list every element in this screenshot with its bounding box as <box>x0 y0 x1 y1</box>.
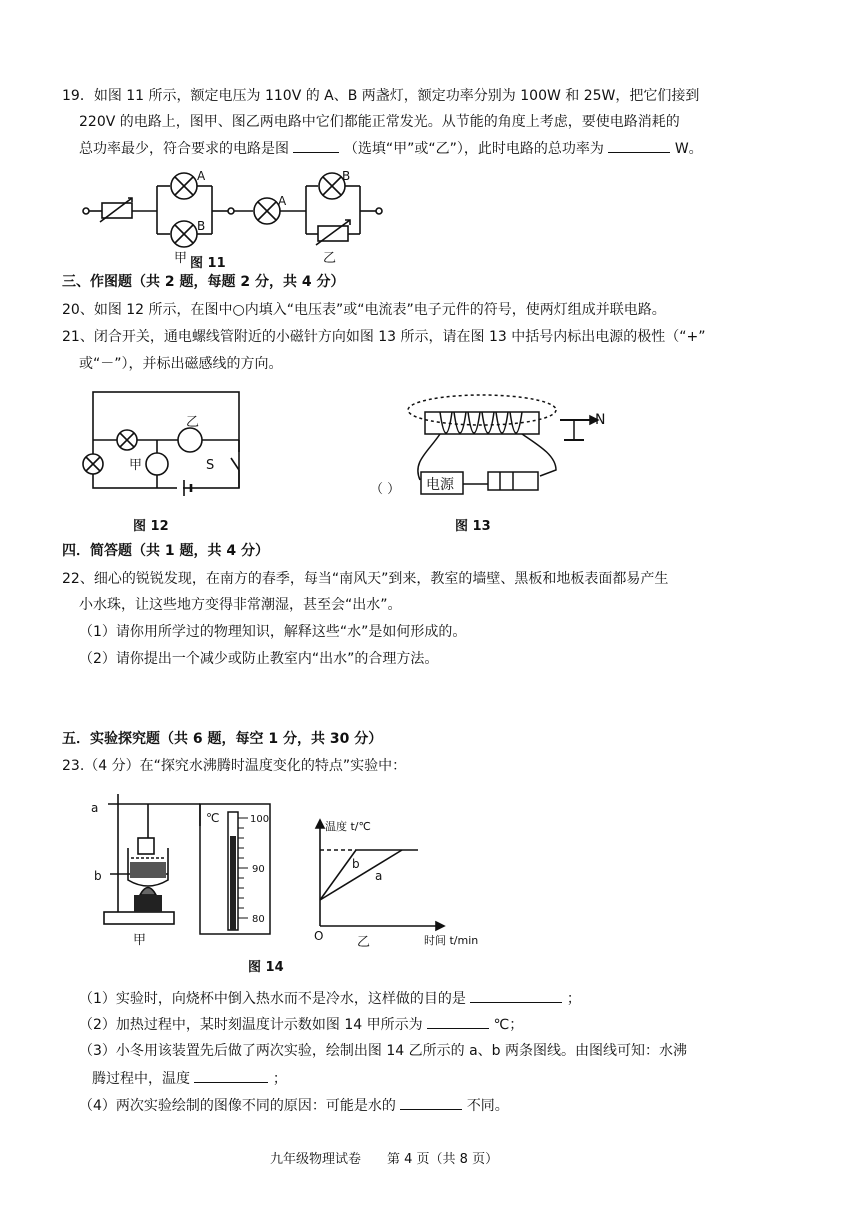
fig11-label-a-yi: A <box>278 194 287 208</box>
figure-12-circuit-diagram <box>83 392 239 496</box>
graph-label-a: a <box>375 869 383 883</box>
thermometer-unit: ℃ <box>206 811 220 825</box>
thermometer-tick-90: 90 <box>252 864 265 875</box>
q23-sub1 <box>79 988 581 1009</box>
fig14-label-jia: 甲 <box>133 933 147 948</box>
q23-blank-1[interactable] <box>470 988 562 1003</box>
fig11-label-b-jia: B <box>197 219 206 233</box>
q23-blank-3[interactable] <box>194 1068 268 1083</box>
graph-ylabel: 温度 t/℃ <box>325 820 371 833</box>
graph-label-b: b <box>352 857 360 871</box>
fig11-caption: 图 11 <box>190 256 226 271</box>
figure-11-circuit-diagram <box>83 173 382 247</box>
fig11-label-a-jia: A <box>197 169 206 183</box>
fig13-power-source-label: 电源 <box>426 477 454 493</box>
fig13-caption: 图 13 <box>455 519 491 534</box>
fig12-label-yi: 乙 <box>186 415 200 430</box>
page-footer: 九年级物理试卷 第 4 页（共 8 页） <box>270 1152 499 1167</box>
thermometer-tick-100: 100 <box>250 814 270 825</box>
graph-line-b <box>320 850 356 900</box>
q22-line1: 22、细心的锐锐发现，在南方的春季，每当“南风天”到来，教室的墙壁、黑板和地板表面都易产生 <box>62 571 669 587</box>
q23-sub3-text: 腾过程中，温度 <box>92 1071 190 1087</box>
section-4-heading: 四．简答题（共 1 题，共 4 分） <box>62 543 269 559</box>
section-5-heading: 五．实验探究题（共 6 题，每空 1 分，共 30 分） <box>62 731 383 747</box>
fig11-label-b-yi: B <box>342 169 351 183</box>
fig14-apparatus-label-b: b <box>94 869 102 883</box>
q23-blank-2[interactable] <box>427 1014 489 1029</box>
graph-origin: O <box>314 929 324 943</box>
fig12-caption: 图 12 <box>133 519 169 534</box>
q23-sub2-end: ℃； <box>493 1017 524 1033</box>
q20-text: 20、如图 12 所示，在图中○内填入“电压表”或“电流表”电子元件的符号，使两灯组成并联电路。 <box>62 302 666 318</box>
fig12-label-s: S <box>206 458 215 473</box>
q19-line1: 19．如图 11 所示，额定电压为 110V 的 A、B 两盏灯，额定功率分别为 100W 和 25W，把它们接到 <box>62 88 700 104</box>
graph-line-a <box>320 850 402 900</box>
graph-xlabel: 时间 t/min <box>424 934 479 947</box>
q23-sub4-text: （4）两次实验绘制的图像不同的原因：可能是水的 <box>79 1098 396 1114</box>
thermometer-tick-80: 80 <box>252 914 265 925</box>
q22-sub2: （2）请你提出一个减少或防止教室内“出水”的合理方法。 <box>79 651 439 667</box>
section-3-heading: 三、作图题（共 2 题，每题 2 分，共 4 分） <box>62 274 345 290</box>
q19-line3-text-a: 总功率最少，符合要求的电路是图 <box>79 141 289 157</box>
fig13-label-n: N <box>595 412 606 428</box>
fig11-label-jia: 甲 <box>174 251 188 266</box>
q19-line2: 220V 的电路上，图甲、图乙两电路中它们都能正常发光。从节能的角度上考虑，要使电路消耗的 <box>79 114 680 130</box>
fig14-caption: 图 14 <box>248 960 284 975</box>
q23-sub3-line2 <box>92 1068 287 1089</box>
q23-blank-4[interactable] <box>400 1095 462 1110</box>
q21-line2: 或“－”），并标出磁感线的方向。 <box>79 356 283 372</box>
q23-sub2-text: （2）加热过程中，某时刻温度计示数如图 14 甲所示为 <box>79 1017 423 1033</box>
fig11-label-yi: 乙 <box>323 251 337 266</box>
q22-sub1: （1）请你用所学过的物理知识，解释这些“水”是如何形成的。 <box>79 624 467 640</box>
q23-sub1-end: ； <box>566 991 581 1007</box>
q19-line3-text-c: W。 <box>674 141 703 157</box>
fig12-label-jia: 甲 <box>129 458 143 473</box>
q22-line2: 小水珠，让这些地方变得非常潮湿，甚至会“出水”。 <box>79 597 402 613</box>
q23-sub1-text: （1）实验时，向烧杯中倒入热水而不是冷水，这样做的目的是 <box>79 991 466 1007</box>
q23-sub3-line1: （3）小冬用该装置先后做了两次实验，绘制出图 14 乙所示的 a、b 两条图线。由图线可知：水沸 <box>79 1043 687 1059</box>
q21-line1: 21、闭合开关，通电螺线管附近的小磁针方向如图 13 所示，请在图 13 中括号内标出电源的极性（“+” <box>62 329 706 345</box>
q19-line3-text-b: （选填“甲”或“乙”），此时电路的总功率为 <box>343 141 604 157</box>
q23-sub4-end: 不同。 <box>466 1098 509 1114</box>
q23-text: 23.（4 分）在“探究水沸腾时温度变化的特点”实验中： <box>62 758 407 774</box>
figure-14-apparatus <box>104 794 200 924</box>
fig14-apparatus-label-a: a <box>91 801 99 815</box>
fig13-polarity-bracket[interactable]: （ ） <box>370 482 401 497</box>
fig14-label-yi: 乙 <box>357 935 371 950</box>
q23-sub3-end: ； <box>272 1071 287 1087</box>
q23-sub2 <box>79 1014 523 1035</box>
q23-sub4 <box>79 1095 509 1116</box>
